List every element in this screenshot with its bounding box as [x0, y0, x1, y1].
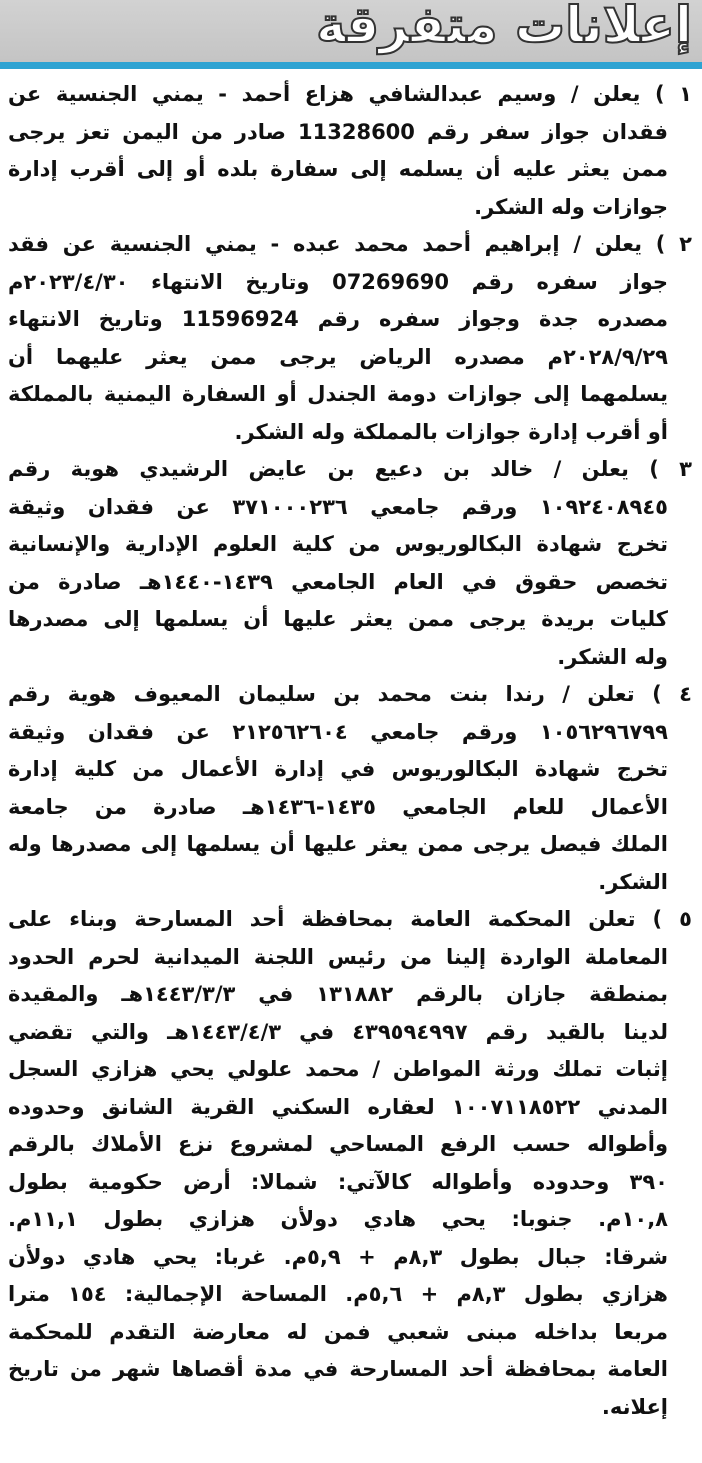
announcement-line: جواز سفره رقم 07269690 وتاريخ الانتهاء ٢٠٢٣/٤/٣٠م: [8, 269, 668, 294]
announcement-line: ممن يعثر عليه أن يسلمه إلى سفارة بلده أو إلى أقرب إدارة: [8, 157, 668, 181]
announcement-line: تخرج شهادة البكالوريوس في إدارة الأعمال من كلية إدارة: [8, 757, 668, 781]
announcement-line: وله الشكر.: [557, 644, 668, 669]
announcements-list: [8, 76, 692, 1426]
announcement-line: يسلمهما إلى جوازات دومة الجندل أو السفارة اليمنية بالمملكة: [8, 382, 668, 406]
announcement-line: العامة بمحافظة أحد المسارحة في مدة أقصاها شهر من تاريخ: [8, 1357, 668, 1381]
announcement-line: وأطواله حسب الرفع المساحي لمشروع نزع الأملاك بالرقم: [8, 1132, 668, 1156]
announcement-4: [8, 676, 692, 901]
announcement-line: جوازات وله الشكر.: [474, 194, 668, 219]
announcement-line: المدني ١٠٠٧١١٨٥٢٢ لعقاره السكني القرية الشانق وحدوده: [8, 1094, 668, 1119]
announcement-line: ٣ ) يعلن / خالد بن دعيع بن عايض الرشيدي هوية رقم: [8, 457, 692, 481]
section-title: إعلانات متفرقة: [316, 0, 692, 54]
section-header: [0, 0, 702, 62]
announcement-line: ٢٠٢٨/٩/٢٩م مصدره الرياض يرجى ممن يعثر عليهما أن: [8, 344, 668, 369]
announcement-line: مصدره جدة وجواز سفره رقم 11596924 وتاريخ الانتهاء: [8, 307, 668, 331]
announcement-line: الشكر.: [598, 869, 668, 894]
announcement-line: إثبات تملك ورثة المواطن / محمد علولي يحي هزازي السجل: [8, 1057, 668, 1081]
announcement-5: [8, 901, 692, 1426]
announcement-line: ٣٩٠ وحدوده وأطواله كالآتي: شمالا: أرض حكومية بطول: [8, 1169, 668, 1194]
header-divider: [0, 62, 702, 69]
announcement-line: لدينا بالقيد رقم ٤٣٩٥٩٤٩٩٧ في ١٤٤٣/٤/٣هـ والتي تقضي: [8, 1019, 668, 1044]
announcement-line: فقدان جواز سفر رقم 11328600 صادر من اليمن تعز يرجى: [8, 119, 669, 144]
announcement-line: إعلانه.: [601, 1394, 668, 1419]
announcement-line: مربعا بداخله مبنى شعبي فمن له معارضة التقدم للمحكمة: [8, 1319, 668, 1344]
announcement-line: ٥ ) تعلن المحكمة العامة بمحافظة أحد المسارحة وبناء على: [8, 907, 692, 931]
announcement-line: الأعمال للعام الجامعي ١٤٣٥-١٤٣٦هـ صادرة من جامعة: [8, 794, 668, 819]
announcement-line: تخرج شهادة البكالوريوس من كلية العلوم الإدارية والإنسانية: [8, 532, 668, 556]
announcement-line: كليات بريدة يرجى ممن يعثر عليها أن يسلمها إلى مصدرها: [8, 607, 668, 631]
announcement-line: ٤ ) تعلن / رندا بنت محمد بن سليمان المعيوف هوية رقم: [8, 682, 692, 706]
announcement-line: الملك فيصل يرجى ممن يعثر عليها أن يسلمها إلى مصدرها وله: [8, 832, 668, 856]
announcement-line: هزازي بطول ٨,٣م + ٥,٦م. المساحة الإجمالية: ١٥٤ مترا: [8, 1282, 668, 1306]
announcement-line: المعاملة الواردة إلينا من رئيس اللجنة الميدانية لحرم الحدود: [8, 944, 668, 969]
announcement-1: [8, 76, 692, 226]
announcement-line: ١ ) يعلن / وسيم عبدالشافي هزاع أحمد - يمني الجنسية عن: [8, 82, 692, 106]
announcement-line: أو أقرب إدارة جوازات بالمملكة وله الشكر.: [234, 419, 668, 444]
announcement-2: [8, 226, 692, 451]
announcement-line: ١٠٥٦٢٩٦٧٩٩ ورقم جامعي ٢١٢٥٦٢٦٠٤ عن فقدان وثيقة: [8, 719, 668, 744]
announcement-line: ٢ ) يعلن / إبراهيم أحمد محمد عبده - يمني الجنسية عن فقد: [8, 232, 692, 256]
announcement-line: تخصص حقوق في العام الجامعي ١٤٣٩-١٤٤٠هـ صادرة من: [8, 569, 668, 594]
announcement-3: [8, 451, 692, 676]
announcement-line: بمنطقة جازان بالرقم ١٣١٨٨٢ في ١٤٤٣/٣/٣هـ والمقيدة: [8, 982, 668, 1006]
announcement-line: ١٠,٨م. جنوبا: يحي هادي دولأن هزازي بطول ١١,١م.: [8, 1207, 668, 1231]
announcement-line: ١٠٩٢٤٠٨٩٤٥ ورقم جامعي ٣٧١٠٠٠٢٣٦ عن فقدان وثيقة: [8, 494, 668, 519]
announcement-line: شرقا: جبال بطول ٨,٣م + ٥,٩م. غربا: يحي هادي دولأن: [8, 1244, 669, 1269]
